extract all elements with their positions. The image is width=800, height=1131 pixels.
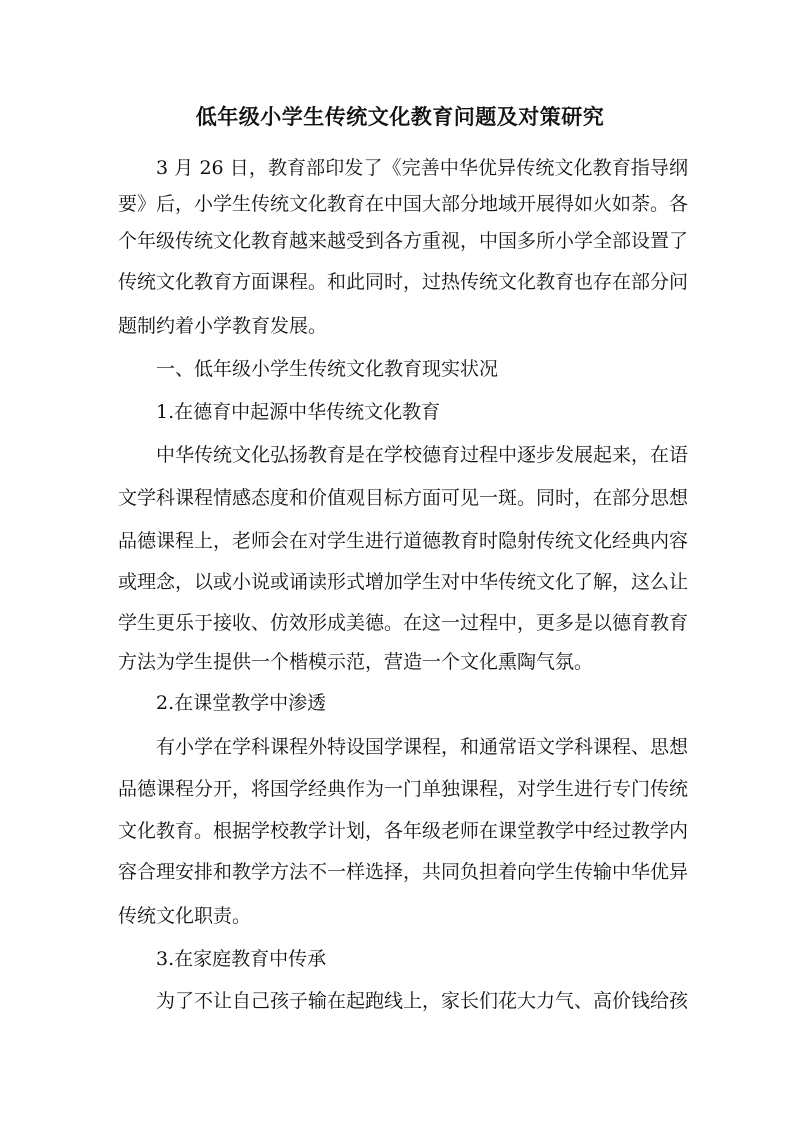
paragraph-line: 为了不让自己孩子输在起跑线上，家长们花大力气、高价钱给孩 — [156, 990, 689, 1012]
paragraph-line: 品德课程分开，将国学经典作为一门单独课程，对学生进行专门传统 — [118, 778, 689, 800]
paragraph-line: 个年级传统文化教育越来越受到各方重视，中国多所小学全部设置了 — [118, 230, 689, 252]
paragraph-line: 学生更乐于接收、仿效形成美德。在这一过程中，更多是以德育教育 — [118, 612, 689, 634]
paragraph-line: 题制约着小学教育发展。 — [118, 315, 328, 337]
paragraph-line: 3 月 26 日，教育部印发了《完善中华优异传统文化教育指导纲 — [156, 157, 688, 179]
subsection-heading: 2.在课堂教学中渗透 — [156, 692, 327, 714]
section-heading: 一、低年级小学生传统文化教育现实状况 — [156, 358, 499, 380]
paragraph-line: 中华传统文化弘扬教育是在学校德育过程中逐步发展起来，在语 — [156, 444, 689, 466]
paragraph-line: 方法为学生提供一个楷模示范，营造一个文化熏陶气氛。 — [118, 651, 594, 673]
paragraph-line: 传统文化教育方面课程。和此同时，过热传统文化教育也存在部分问 — [118, 271, 689, 293]
paragraph-line: 文化教育。根据学校教学计划，各年级老师在课堂教学中经过教学内 — [118, 820, 689, 842]
paragraph-line: 有小学在学科课程外特设国学课程，和通常语文学科课程、思想 — [156, 736, 689, 758]
paragraph-line: 传统文化职责。 — [118, 905, 252, 927]
subsection-heading: 3.在家庭教育中传承 — [156, 948, 327, 970]
subsection-heading: 1.在德育中起源中华传统文化教育 — [156, 401, 441, 423]
paragraph-line: 或理念，以或小说或诵读形式增加学生对中华传统文化了解，这么让 — [118, 571, 689, 593]
paragraph-line: 品德课程上，老师会在对学生进行道德教育时隐射传统文化经典内容 — [118, 530, 689, 552]
paragraph-line: 文学科课程情感态度和价值观目标方面可见一斑。同时，在部分思想 — [118, 487, 689, 509]
paragraph-line: 要》后，小学生传统文化教育在中国大部分地域开展得如火如荼。各 — [118, 193, 689, 215]
document-title: 低年级小学生传统文化教育问题及对策研究 — [195, 104, 605, 129]
paragraph-line: 容合理安排和教学方法不一样选择，共同负担着向学生传输中华优异 — [118, 861, 689, 883]
